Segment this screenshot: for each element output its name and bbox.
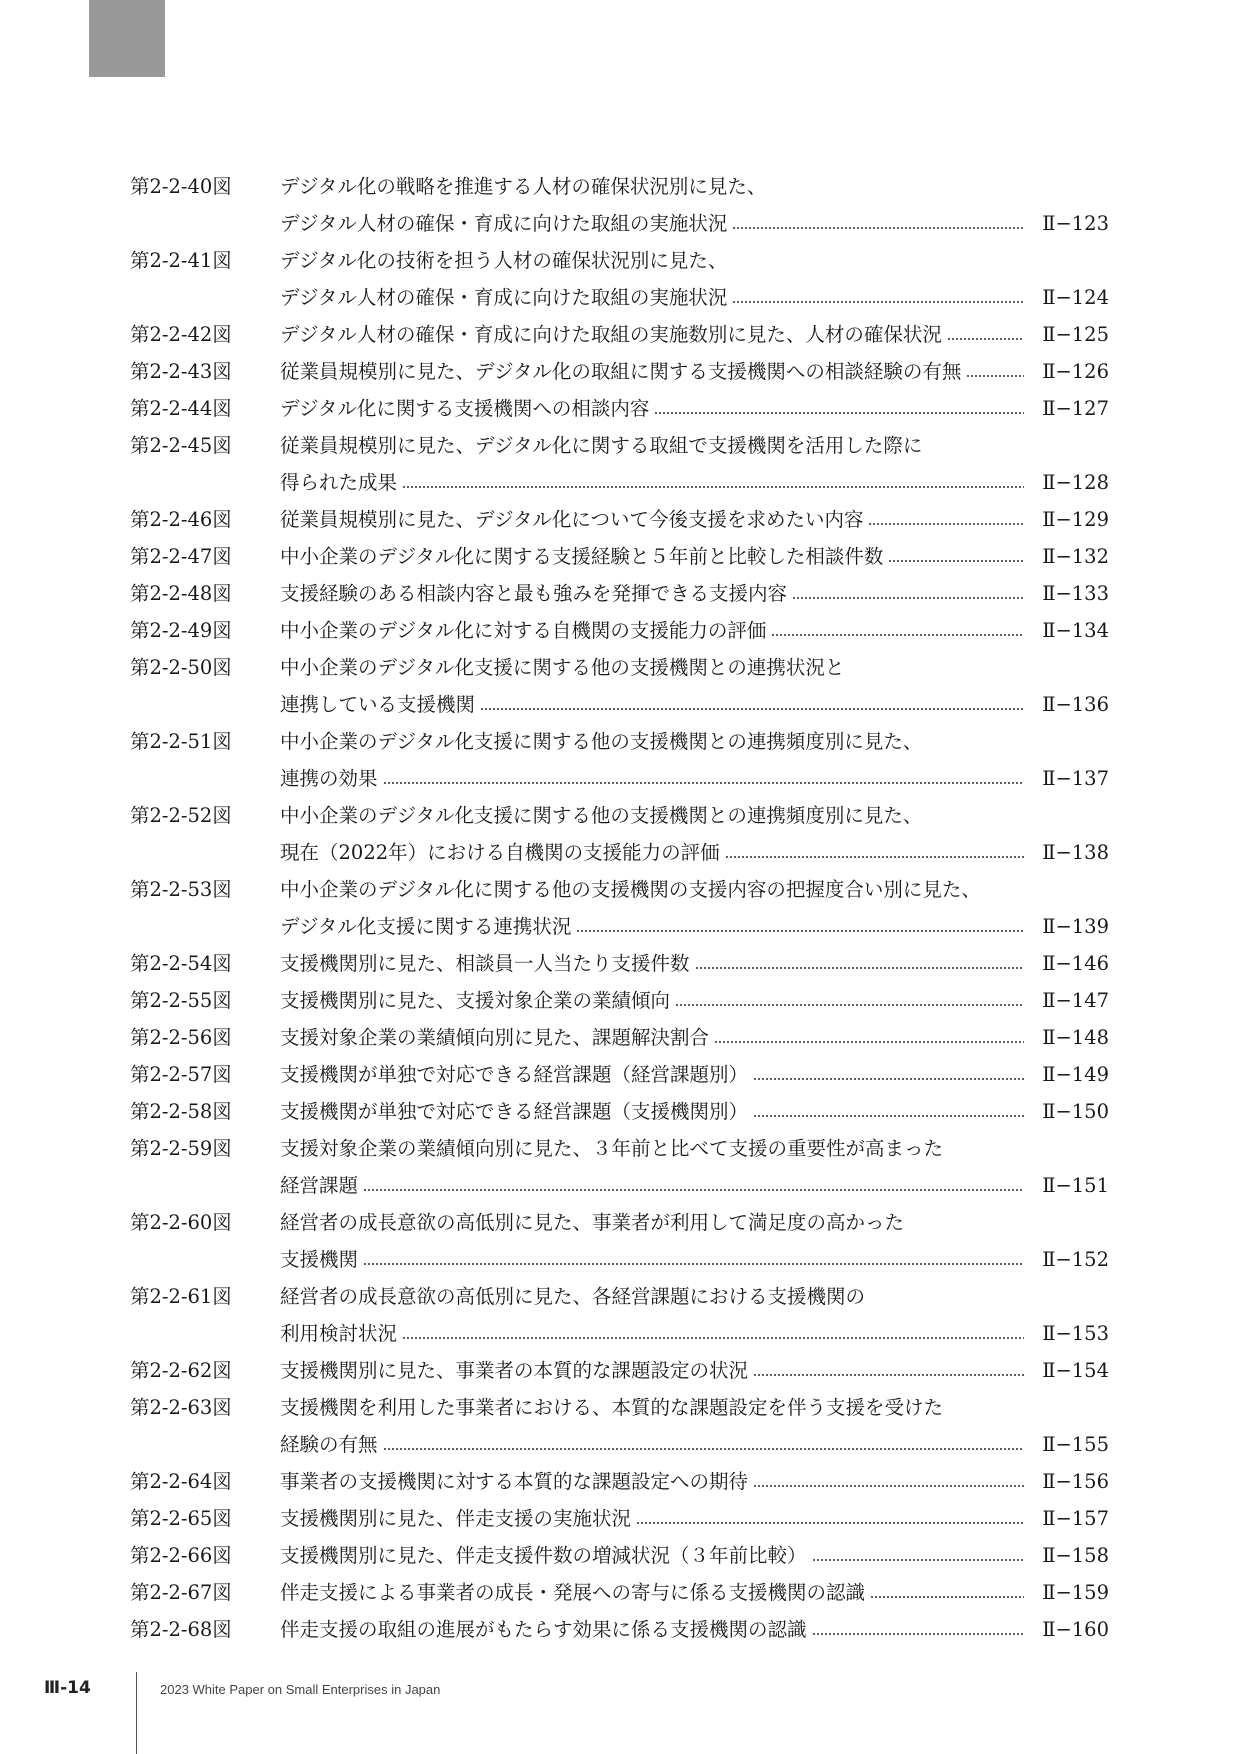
figure-number: 第2-2-61図	[130, 1285, 232, 1308]
dot-leader	[753, 1115, 1024, 1117]
figure-caption	[280, 945, 1029, 982]
figure-caption	[280, 1537, 1029, 1574]
toc-entry	[0, 1537, 1241, 1574]
toc-entry-line	[0, 1352, 1241, 1389]
figure-number: 第2-2-52図	[130, 804, 232, 827]
toc-entry-line	[0, 1167, 1241, 1204]
figure-caption	[280, 686, 1029, 723]
dot-leader	[402, 1337, 1024, 1339]
figure-caption	[280, 1426, 1029, 1463]
figure-caption-text: 中小企業のデジタル化に対する自機関の支援能力の評価	[280, 619, 767, 642]
figure-caption-text: 支援機関が単独で対応できる経営課題（経営課題別）	[280, 1063, 749, 1086]
figure-caption	[280, 1167, 1029, 1204]
toc-entry-line	[0, 427, 1241, 464]
toc-entry	[0, 945, 1241, 982]
figure-number: 第2-2-59図	[130, 1137, 232, 1160]
corner-tab	[89, 0, 165, 77]
page-reference: Ⅱ−125	[1042, 323, 1109, 346]
figure-number: 第2-2-64図	[130, 1470, 232, 1493]
page-reference: Ⅱ−139	[1042, 915, 1109, 938]
figure-caption-text: 伴走支援の取組の進展がもたらす効果に係る支援機関の認識	[280, 1618, 807, 1641]
figure-caption-text: 得られた成果	[280, 471, 398, 494]
page-reference: Ⅱ−149	[1042, 1063, 1109, 1086]
dot-leader	[363, 1263, 1024, 1265]
toc-entry	[0, 242, 1241, 316]
dot-leader	[792, 597, 1024, 599]
figure-caption	[280, 390, 1029, 427]
figure-caption	[280, 1574, 1029, 1611]
page-reference: Ⅱ−148	[1042, 1026, 1109, 1049]
page-reference: Ⅱ−137	[1042, 767, 1109, 790]
toc-entry	[0, 871, 1241, 945]
footer-divider	[136, 1672, 137, 1754]
toc-entry	[0, 168, 1241, 242]
figure-caption-text: 中小企業のデジタル化に関する他の支援機関の支援内容の把握度合い別に見た、	[280, 878, 981, 901]
toc-entry-line	[0, 1278, 1241, 1315]
figure-caption-text: 従業員規模別に見た、デジタル化の取組に関する支援機関への相談経験の有無	[280, 360, 962, 383]
toc-entry	[0, 797, 1241, 871]
toc-entry-line	[0, 501, 1241, 538]
dot-leader	[732, 301, 1024, 303]
dot-leader	[753, 1485, 1024, 1487]
toc-entry-line	[0, 1389, 1241, 1426]
page-reference: Ⅱ−152	[1042, 1248, 1109, 1271]
toc-entry	[0, 1204, 1241, 1278]
page-reference: Ⅱ−124	[1042, 286, 1109, 309]
toc-entry-line	[0, 575, 1241, 612]
page-reference: Ⅱ−160	[1042, 1618, 1109, 1641]
dot-leader	[870, 1596, 1024, 1598]
figure-caption	[280, 464, 1029, 501]
toc-entry	[0, 1463, 1241, 1500]
figure-caption	[280, 871, 1109, 908]
toc-entry-line	[0, 1537, 1241, 1574]
toc-entry-line	[0, 168, 1241, 205]
dot-leader	[402, 486, 1024, 488]
figure-number: 第2-2-43図	[130, 360, 232, 383]
figure-number: 第2-2-44図	[130, 397, 232, 420]
toc-entry-line	[0, 982, 1241, 1019]
dot-leader	[480, 708, 1024, 710]
figure-number: 第2-2-45図	[130, 434, 232, 457]
figure-caption	[280, 575, 1029, 612]
toc-entry	[0, 1019, 1241, 1056]
page-reference: Ⅱ−132	[1042, 545, 1109, 568]
figure-caption-text: 従業員規模別に見た、デジタル化に関する取組で支援機関を活用した際に	[280, 434, 923, 457]
figure-caption-text: 従業員規模別に見た、デジタル化について今後支援を求めたい内容	[280, 508, 864, 531]
dot-leader	[695, 967, 1024, 969]
figure-caption-text: 経営者の成長意欲の高低別に見た、各経営課題における支援機関の	[280, 1285, 866, 1308]
toc-entry-line	[0, 1611, 1241, 1648]
dot-leader	[812, 1633, 1024, 1635]
toc-entry-line	[0, 538, 1241, 575]
toc-entry	[0, 612, 1241, 649]
toc-entry-line	[0, 871, 1241, 908]
figure-caption-text: 経営者の成長意欲の高低別に見た、事業者が利用して満足度の高かった	[280, 1211, 905, 1234]
page-reference: Ⅱ−157	[1042, 1507, 1109, 1530]
toc-entry-line	[0, 1130, 1241, 1167]
figure-caption	[280, 316, 1029, 353]
toc-entry	[0, 575, 1241, 612]
toc-entry-line	[0, 760, 1241, 797]
figure-number: 第2-2-66図	[130, 1544, 232, 1567]
figure-number: 第2-2-57図	[130, 1063, 232, 1086]
toc-entry-line	[0, 316, 1241, 353]
figure-caption-text: 事業者の支援機関に対する本質的な課題設定への期待	[280, 1470, 749, 1493]
toc-entry-line	[0, 834, 1241, 871]
toc-entry-line	[0, 353, 1241, 390]
toc-entry-line	[0, 279, 1241, 316]
page-reference: Ⅱ−133	[1042, 582, 1109, 605]
dot-leader	[725, 856, 1024, 858]
footer-publication-title: 2023 White Paper on Small Enterprises in Japan	[160, 1682, 441, 1697]
dot-leader	[654, 412, 1024, 414]
figure-caption	[280, 279, 1029, 316]
toc-entry	[0, 1500, 1241, 1537]
figure-caption	[280, 760, 1029, 797]
toc-entry-line	[0, 1463, 1241, 1500]
figure-caption-text: 支援機関別に見た、支援対象企業の業績傾向	[280, 989, 671, 1012]
toc-entry	[0, 427, 1241, 501]
page-reference: Ⅱ−136	[1042, 693, 1109, 716]
figure-caption	[280, 1315, 1029, 1352]
toc-entry	[0, 501, 1241, 538]
figure-caption	[280, 1463, 1029, 1500]
figure-caption-text: 利用検討状況	[280, 1322, 398, 1345]
page-reference: Ⅱ−129	[1042, 508, 1109, 531]
figure-caption-text: 現在（2022年）における自機関の支援能力の評価	[280, 841, 720, 864]
figure-caption	[280, 1019, 1029, 1056]
page-reference: Ⅱ−126	[1042, 360, 1109, 383]
figure-caption-text: 中小企業のデジタル化支援に関する他の支援機関との連携状況と	[280, 656, 845, 679]
toc-entry-line	[0, 649, 1241, 686]
figure-caption	[280, 242, 1109, 279]
figure-caption	[280, 908, 1029, 945]
figure-caption	[280, 205, 1029, 242]
dot-leader	[383, 782, 1024, 784]
toc-entry-line	[0, 1574, 1241, 1611]
figure-number: 第2-2-47図	[130, 545, 232, 568]
figure-caption-text: 経験の有無	[280, 1433, 378, 1456]
toc-entry	[0, 1093, 1241, 1130]
dot-leader	[383, 1448, 1024, 1450]
page-reference: Ⅱ−147	[1042, 989, 1109, 1012]
figure-caption	[280, 501, 1029, 538]
figure-caption-text: 支援機関別に見た、伴走支援件数の増減状況（３年前比較）	[280, 1544, 807, 1567]
figure-number: 第2-2-42図	[130, 323, 232, 346]
dot-leader	[947, 338, 1024, 340]
page-reference: Ⅱ−128	[1042, 471, 1109, 494]
figure-caption-text: デジタル人材の確保・育成に向けた取組の実施状況	[280, 212, 728, 235]
toc-entry-line	[0, 723, 1241, 760]
dot-leader	[753, 1374, 1024, 1376]
figure-caption	[280, 538, 1029, 575]
dot-leader	[714, 1041, 1024, 1043]
dot-leader	[888, 560, 1024, 562]
figure-number: 第2-2-46図	[130, 508, 232, 531]
figure-caption-text: 連携の効果	[280, 767, 378, 790]
page-reference: Ⅱ−156	[1042, 1470, 1109, 1493]
page-reference: Ⅱ−153	[1042, 1322, 1109, 1345]
figure-number: 第2-2-50図	[130, 656, 232, 679]
figure-caption	[280, 1389, 1109, 1426]
figure-number: 第2-2-62図	[130, 1359, 232, 1382]
figure-caption-text: 中小企業のデジタル化に関する支援経験と５年前と比較した相談件数	[280, 545, 884, 568]
toc-entry	[0, 390, 1241, 427]
figure-caption-text: 中小企業のデジタル化支援に関する他の支援機関との連携頻度別に見た、	[280, 730, 923, 753]
dot-leader	[363, 1189, 1024, 1191]
toc-entry-line	[0, 205, 1241, 242]
figure-caption	[280, 1500, 1029, 1537]
figure-caption-text: 支援対象企業の業績傾向別に見た、３年前と比べて支援の重要性が高まった	[280, 1137, 944, 1160]
figure-caption-text: 支援機関別に見た、相談員一人当たり支援件数	[280, 952, 690, 975]
dot-leader	[576, 930, 1024, 932]
toc-entry-line	[0, 464, 1241, 501]
figure-caption	[280, 353, 1029, 390]
figure-caption-text: 中小企業のデジタル化支援に関する他の支援機関との連携頻度別に見た、	[280, 804, 923, 827]
figure-number: 第2-2-63図	[130, 1396, 232, 1419]
toc-entry	[0, 1574, 1241, 1611]
figure-number: 第2-2-54図	[130, 952, 232, 975]
page-reference: Ⅱ−123	[1042, 212, 1109, 235]
toc-entry-line	[0, 945, 1241, 982]
toc-entry-line	[0, 797, 1241, 834]
toc-entry-line	[0, 242, 1241, 279]
figure-caption-text: デジタル化の技術を担う人材の確保状況別に見た、	[280, 249, 728, 272]
figure-number: 第2-2-53図	[130, 878, 232, 901]
figure-caption-text: 支援機関が単独で対応できる経営課題（支援機関別）	[280, 1100, 749, 1123]
toc-entry-line	[0, 908, 1241, 945]
dot-leader	[732, 227, 1024, 229]
toc-entry-line	[0, 1204, 1241, 1241]
figure-caption	[280, 612, 1029, 649]
figure-caption-text: デジタル化の戦略を推進する人材の確保状況別に見た、	[280, 175, 767, 198]
toc-entry-line	[0, 1056, 1241, 1093]
page-reference: Ⅱ−150	[1042, 1100, 1109, 1123]
figure-number: 第2-2-55図	[130, 989, 232, 1012]
figure-caption-text: デジタル化支援に関する連携状況	[280, 915, 572, 938]
figure-number: 第2-2-58図	[130, 1100, 232, 1123]
toc-entry	[0, 1278, 1241, 1352]
figure-caption-text: 支援機関別に見た、事業者の本質的な課題設定の状況	[280, 1359, 749, 1382]
figure-caption-text: 支援機関	[280, 1248, 359, 1271]
figure-number: 第2-2-48図	[130, 582, 232, 605]
figure-number: 第2-2-56図	[130, 1026, 232, 1049]
toc-entry	[0, 353, 1241, 390]
toc-entry	[0, 1611, 1241, 1648]
figure-caption-text: 伴走支援による事業者の成長・発展への寄与に係る支援機関の認識	[280, 1581, 866, 1604]
figure-caption-text: デジタル人材の確保・育成に向けた取組の実施数別に見た、人材の確保状況	[280, 323, 942, 346]
figure-caption-text: 支援対象企業の業績傾向別に見た、課題解決割合	[280, 1026, 710, 1049]
toc-entry-line	[0, 1315, 1241, 1352]
footer-page-number: Ⅲ-14	[44, 1678, 91, 1698]
figure-caption	[280, 1352, 1029, 1389]
figure-caption	[280, 649, 1109, 686]
page-reference: Ⅱ−159	[1042, 1581, 1109, 1604]
figure-number: 第2-2-51図	[130, 730, 232, 753]
dot-leader	[753, 1078, 1024, 1080]
figure-caption	[280, 168, 1109, 205]
figure-caption	[280, 982, 1029, 1019]
figure-caption-text: 支援経験のある相談内容と最も強みを発揮できる支援内容	[280, 582, 788, 605]
page-reference: Ⅱ−138	[1042, 841, 1109, 864]
figure-caption	[280, 723, 1109, 760]
figure-caption	[280, 1056, 1029, 1093]
page-reference: Ⅱ−154	[1042, 1359, 1109, 1382]
dot-leader	[636, 1522, 1024, 1524]
figure-number: 第2-2-41図	[130, 249, 232, 272]
figure-caption-text: 連携している支援機関	[280, 693, 476, 716]
figure-caption-text: デジタル化に関する支援機関への相談内容	[280, 397, 650, 420]
figure-number: 第2-2-49図	[130, 619, 232, 642]
figure-caption	[280, 427, 1109, 464]
toc-entry	[0, 1130, 1241, 1204]
toc-entry-line	[0, 1093, 1241, 1130]
figure-number: 第2-2-65図	[130, 1507, 232, 1530]
figure-caption-text: 経営課題	[280, 1174, 359, 1197]
page-reference: Ⅱ−151	[1042, 1174, 1109, 1197]
figure-caption	[280, 797, 1109, 834]
toc-entry-line	[0, 390, 1241, 427]
figure-caption-text: 支援機関を利用した事業者における、本質的な課題設定を伴う支援を受けた	[280, 1396, 944, 1419]
page-reference: Ⅱ−155	[1042, 1433, 1109, 1456]
figure-caption	[280, 1241, 1029, 1278]
dot-leader	[675, 1004, 1024, 1006]
toc-entry	[0, 1056, 1241, 1093]
figure-number: 第2-2-67図	[130, 1581, 232, 1604]
figure-caption-text: デジタル人材の確保・育成に向けた取組の実施状況	[280, 286, 728, 309]
toc-entry	[0, 649, 1241, 723]
toc-entry	[0, 1389, 1241, 1463]
figure-caption	[280, 1093, 1029, 1130]
figure-caption	[280, 1204, 1109, 1241]
toc-entry	[0, 316, 1241, 353]
dot-leader	[771, 634, 1024, 636]
figure-caption	[280, 1278, 1109, 1315]
figure-caption	[280, 1130, 1109, 1167]
figure-caption	[280, 1611, 1029, 1648]
dot-leader	[966, 375, 1024, 377]
toc-entry-line	[0, 686, 1241, 723]
figure-list	[0, 168, 1241, 1648]
figure-caption-text: 支援機関別に見た、伴走支援の実施状況	[280, 1507, 632, 1530]
page-reference: Ⅱ−146	[1042, 952, 1109, 975]
page-reference: Ⅱ−127	[1042, 397, 1109, 420]
toc-entry-line	[0, 1019, 1241, 1056]
toc-entry-line	[0, 1500, 1241, 1537]
toc-entry	[0, 982, 1241, 1019]
figure-caption	[280, 834, 1029, 871]
figure-number: 第2-2-68図	[130, 1618, 232, 1641]
dot-leader	[812, 1559, 1024, 1561]
page-reference: Ⅱ−158	[1042, 1544, 1109, 1567]
toc-entry-line	[0, 1241, 1241, 1278]
toc-entry-line	[0, 1426, 1241, 1463]
dot-leader	[868, 523, 1024, 525]
toc-entry	[0, 538, 1241, 575]
toc-entry	[0, 723, 1241, 797]
figure-number: 第2-2-40図	[130, 175, 232, 198]
toc-entry	[0, 1352, 1241, 1389]
page-reference: Ⅱ−134	[1042, 619, 1109, 642]
figure-number: 第2-2-60図	[130, 1211, 232, 1234]
toc-entry-line	[0, 612, 1241, 649]
